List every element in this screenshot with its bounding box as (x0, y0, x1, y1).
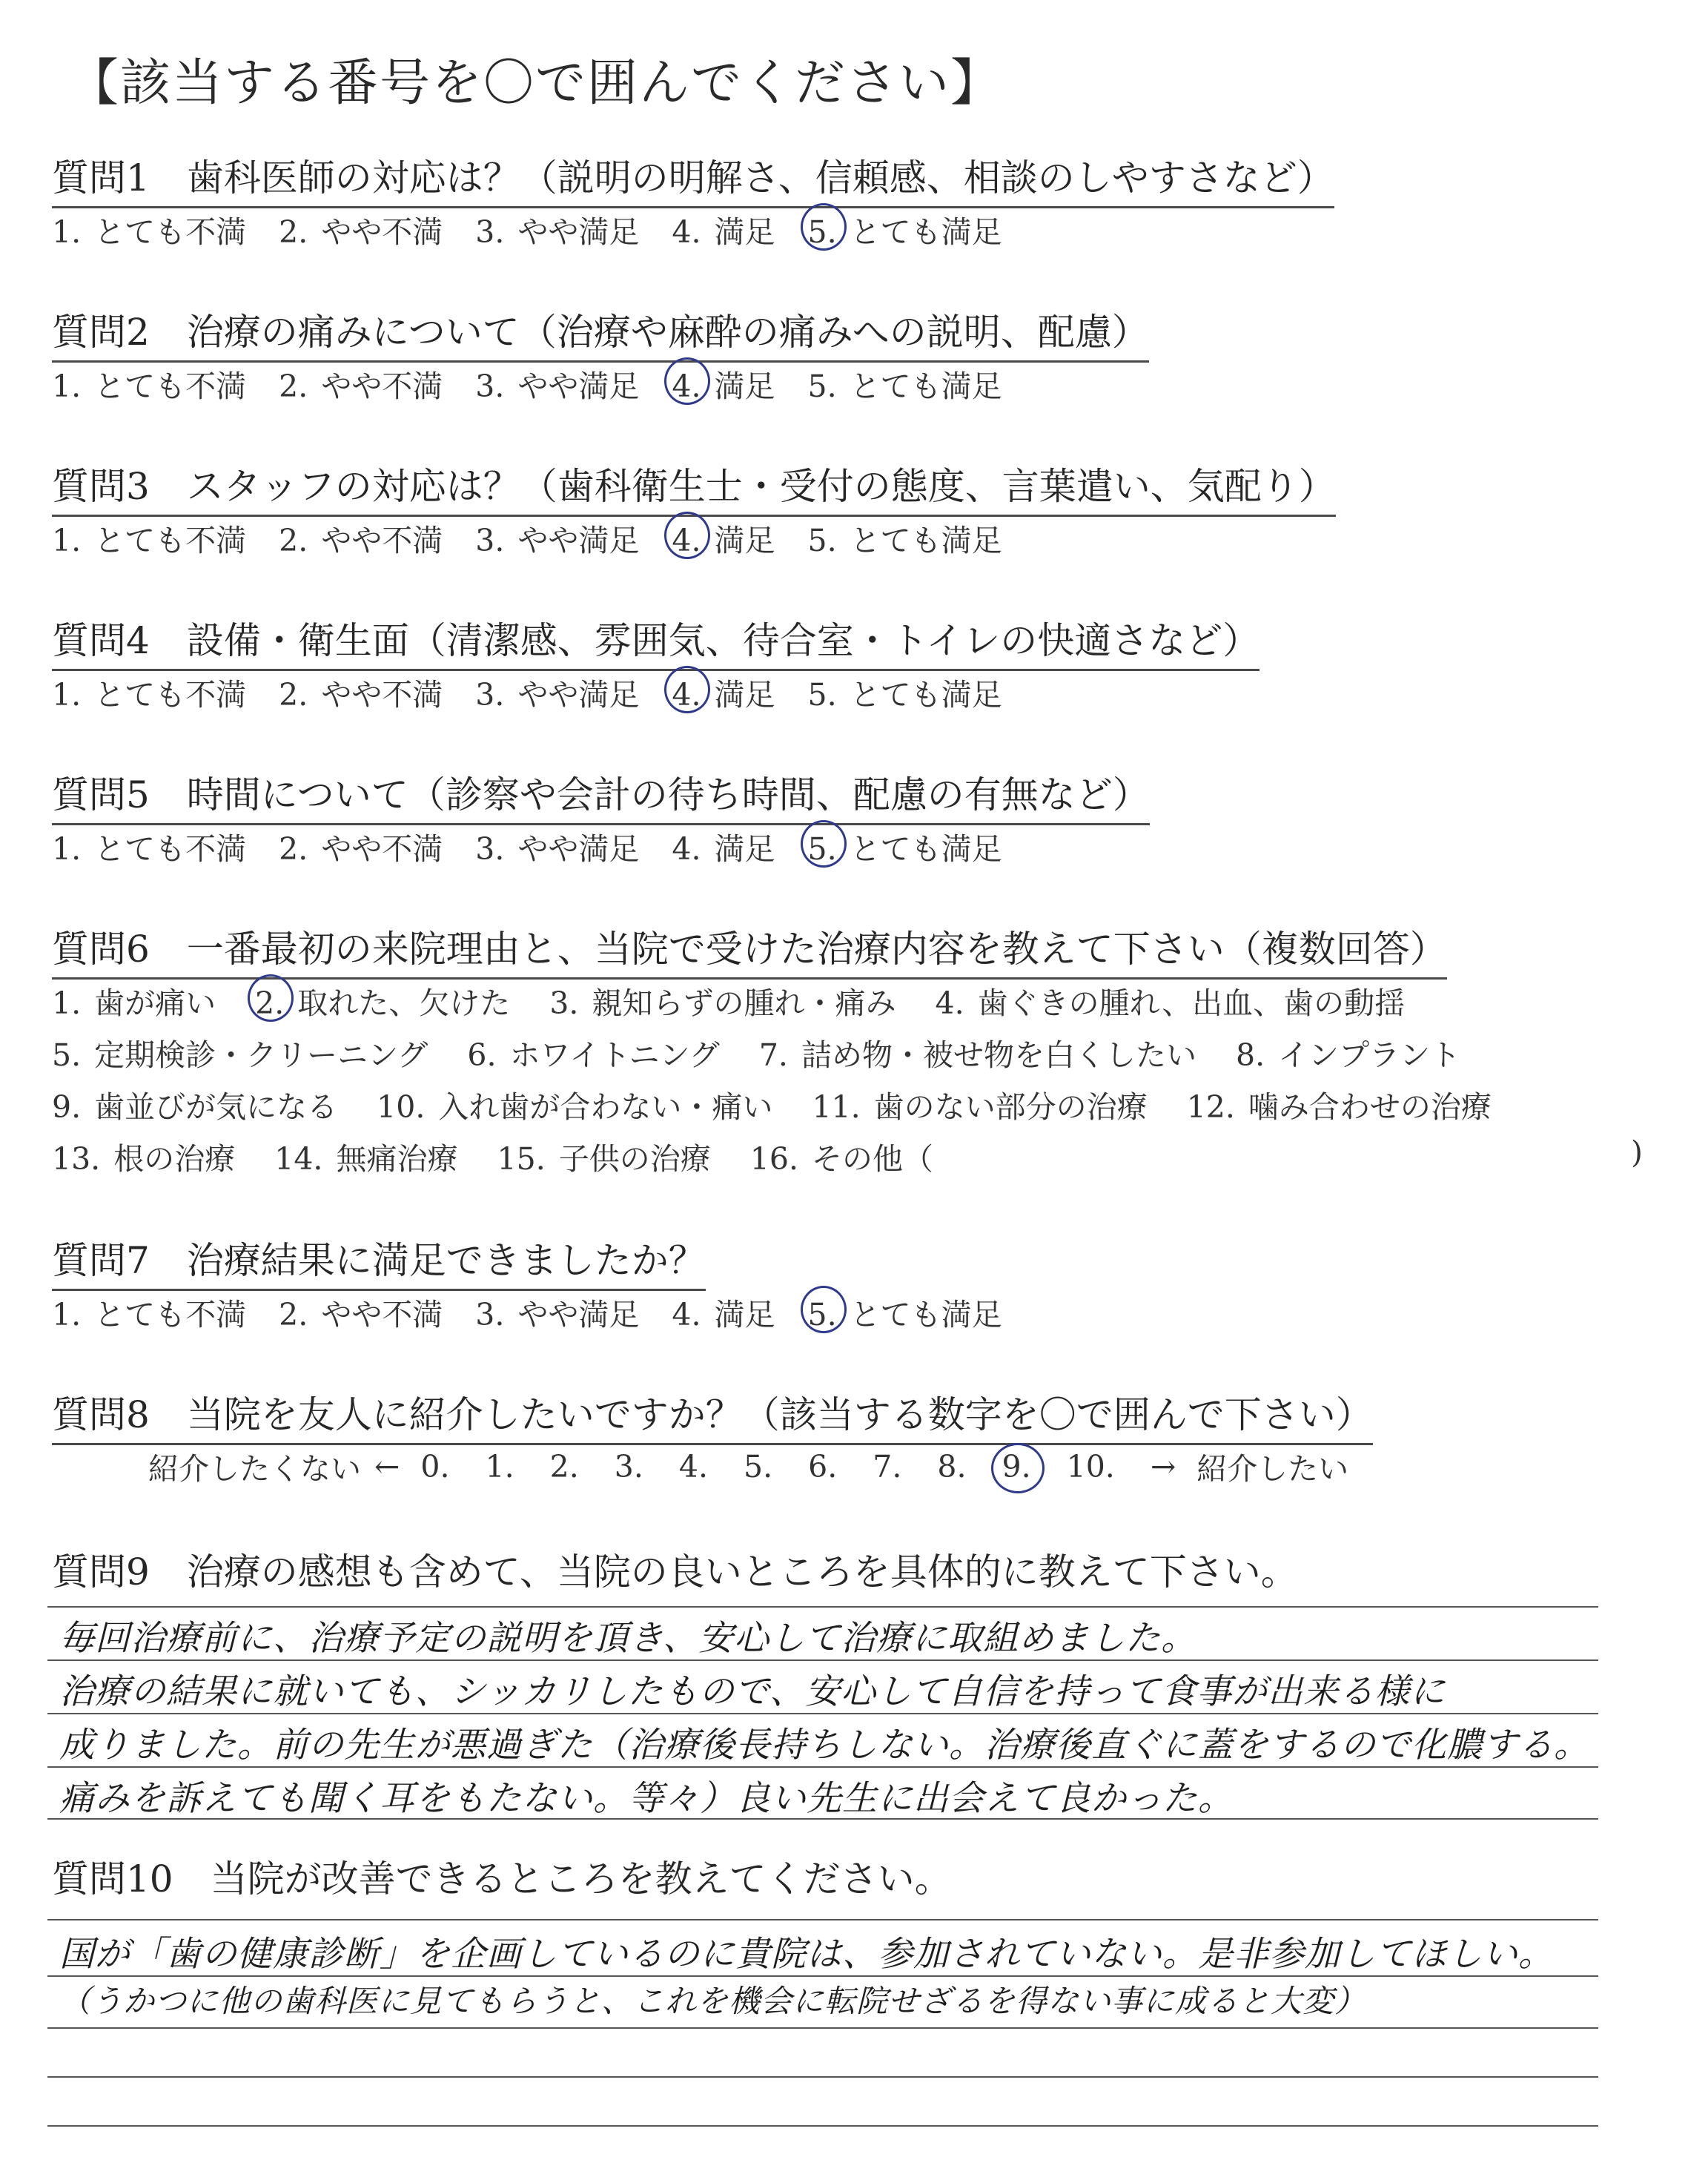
q5-option-4[interactable]: 4. 満足 (672, 831, 775, 867)
q6-row-3 (52, 1083, 1521, 1126)
answer-line (47, 2125, 1598, 2127)
q7-option-3[interactable]: 3. やや満足 (475, 1297, 640, 1332)
q6-option-6[interactable]: 6. ホワイトニング (467, 1037, 720, 1073)
q6-option-13[interactable]: 13. 根の治療 (52, 1141, 236, 1177)
form-title: 【該当する番号を〇で囲んでください】 (68, 54, 1003, 113)
question-6-title: 質問6 一番最初の来院理由と、当院で受けた治療内容を教えて下さい（複数回答） (52, 919, 1447, 980)
q5-option-3[interactable]: 3. やや満足 (475, 831, 640, 867)
q4-option-3[interactable]: 3. やや満足 (475, 677, 640, 713)
answer-line (47, 1606, 1598, 1608)
q4-option-4-circled[interactable]: 4. 満足 (672, 677, 775, 713)
question-7-options (52, 1290, 1035, 1334)
q3-option-2[interactable]: 2. やや不満 (279, 523, 443, 558)
q6-option-1[interactable]: 1. 歯が痛い (52, 985, 216, 1021)
q6-option-3[interactable]: 3. 親知らずの腫れ・痛み (549, 985, 896, 1021)
q6-option-15[interactable]: 15. 子供の治療 (497, 1141, 711, 1177)
q8-score-1[interactable]: 1. (485, 1448, 514, 1484)
q8-score-5[interactable]: 5. (743, 1448, 773, 1484)
q7-option-2[interactable]: 2. やや不満 (279, 1297, 443, 1332)
answer-line (47, 1766, 1598, 1768)
q10-answer-line-2: （うかつに他の歯科医に見てもらうと、これを機会に転院せざるを得ない事に成ると大変） (59, 1983, 1367, 2019)
q8-score-2[interactable]: 2. (549, 1448, 579, 1484)
q2-option-1[interactable]: 1. とても不満 (52, 369, 247, 404)
q8-score-7[interactable]: 7. (873, 1448, 902, 1484)
question-5-options (52, 825, 1035, 868)
q9-answer-line-4: 痛みを訴えても聞く耳をもたない。等々）良い先生に出会えて良かった。 (59, 1778, 1234, 1819)
answer-line (47, 2076, 1598, 2078)
q6-row-4 (52, 1135, 963, 1178)
q7-option-1[interactable]: 1. とても不満 (52, 1297, 247, 1332)
q3-option-1[interactable]: 1. とても不満 (52, 523, 247, 558)
q6-option-5[interactable]: 5. 定期検診・クリーニング (52, 1037, 428, 1073)
question-2-options (52, 362, 1035, 406)
answer-line (47, 1659, 1598, 1661)
q8-score-4[interactable]: 4. (678, 1448, 708, 1484)
q6-option-10[interactable]: 10. 入れ歯が合わない・痛い (377, 1089, 773, 1125)
answer-line (47, 1713, 1598, 1714)
q6-other-close-paren: ) (1631, 1135, 1643, 1170)
q8-score-9-circled[interactable]: 9. (1002, 1448, 1031, 1484)
q9-answer-line-1: 毎回治療前に、治療予定の説明を頂き、安心して治療に取組めました。 (59, 1618, 1197, 1659)
question-8-title: 質問8 当院を友人に紹介したいですか？（該当する数字を〇で囲んで下さい） (52, 1385, 1373, 1445)
q2-option-4-circled[interactable]: 4. 満足 (672, 369, 775, 404)
question-5-title: 質問5 時間について（診察や会計の待ち時間、配慮の有無など） (52, 765, 1150, 825)
q4-option-1[interactable]: 1. とても不満 (52, 677, 247, 713)
q1-option-2[interactable]: 2. やや不満 (279, 214, 443, 250)
question-7-title: 質問7 治療結果に満足できましたか？ (52, 1231, 706, 1291)
q8-score-8[interactable]: 8. (937, 1448, 967, 1484)
q6-option-9[interactable]: 9. 歯並びが気になる (52, 1089, 338, 1125)
q8-score-10[interactable]: 10. (1066, 1448, 1115, 1484)
q6-option-8[interactable]: 8. インプラント (1236, 1037, 1461, 1073)
q8-scale (148, 1444, 1362, 1488)
q9-answer-line-2: 治療の結果に就いても、シッカリしたもので、安心して自信を持って食事が出来る様に (59, 1671, 1446, 1712)
q2-option-2[interactable]: 2. やや不満 (279, 369, 443, 404)
left-arrow-icon: ← (374, 1448, 400, 1484)
question-4-title: 質問4 設備・衛生面（清潔感、雰囲気、待合室・トイレの快適さなど） (52, 611, 1260, 671)
question-3-title: 質問3 スタッフの対応は？（歯科衛生士・受付の態度、言葉遣い、気配り） (52, 457, 1336, 517)
q1-option-5-circled[interactable]: 5. とても満足 (807, 214, 1002, 250)
question-1-options (52, 208, 1035, 251)
q8-left-label: 紹介したくない (148, 1451, 361, 1487)
q8-score-6[interactable]: 6. (808, 1448, 838, 1484)
question-1-title: 質問1 歯科医師の対応は？（説明の明解さ、信頼感、相談のしやすさなど） (52, 148, 1334, 208)
q10-answer-line-1: 国が「歯の健康診断」を企画しているのに貴院は、参加されていない。是非参加してほしい。 (59, 1934, 1554, 1975)
question-9-title: 質問9 治療の感想も含めて、当院の良いところを具体的に教えて下さい。 (52, 1550, 1298, 1593)
q8-score-3[interactable]: 3. (614, 1448, 643, 1484)
q6-option-2-circled[interactable]: 2. 取れた、欠けた (255, 985, 511, 1021)
right-arrow-icon: → (1150, 1448, 1176, 1484)
q1-option-1[interactable]: 1. とても不満 (52, 214, 247, 250)
q5-option-1[interactable]: 1. とても不満 (52, 831, 247, 867)
q5-option-5-circled[interactable]: 5. とても満足 (807, 831, 1002, 867)
question-2-title: 質問2 治療の痛みについて（治療や麻酔の痛みへの説明、配慮） (52, 303, 1149, 363)
q3-option-5[interactable]: 5. とても満足 (807, 523, 1002, 558)
q7-option-4[interactable]: 4. 満足 (672, 1297, 775, 1332)
q1-option-3[interactable]: 3. やや満足 (475, 214, 640, 250)
q6-row-1 (52, 979, 1434, 1023)
q8-score-0[interactable]: 0. (420, 1448, 450, 1484)
q6-row-2 (52, 1031, 1490, 1074)
q3-option-3[interactable]: 3. やや満足 (475, 523, 640, 558)
q6-option-16[interactable]: 16. その他（ (749, 1141, 934, 1177)
q2-option-5[interactable]: 5. とても満足 (807, 369, 1002, 404)
q6-option-14[interactable]: 14. 無痛治療 (274, 1141, 458, 1177)
q6-option-4[interactable]: 4. 歯ぐきの腫れ、出血、歯の動揺 (935, 985, 1406, 1021)
q1-option-4[interactable]: 4. 満足 (672, 214, 775, 250)
answer-line (47, 1818, 1598, 1820)
answer-line (47, 2027, 1598, 2029)
q4-option-5[interactable]: 5. とても満足 (807, 677, 1002, 713)
q9-answer-line-3: 成りました。前の先生が悪過ぎた（治療後長持ちしない。治療後直ぐに蓋をするので化膿する。 (59, 1725, 1589, 1766)
q5-option-2[interactable]: 2. やや不満 (279, 831, 443, 867)
q6-option-7[interactable]: 7. 詰め物・被せ物を白くしたい (758, 1037, 1196, 1073)
question-10-title: 質問10 当院が改善できるところを教えてください。 (52, 1857, 952, 1900)
question-3-options (52, 516, 1035, 560)
q4-option-2[interactable]: 2. やや不満 (279, 677, 443, 713)
question-4-options (52, 670, 1035, 714)
q3-option-4-circled[interactable]: 4. 満足 (672, 523, 775, 558)
q2-option-3[interactable]: 3. やや満足 (475, 369, 640, 404)
q6-option-11[interactable]: 11. 歯のない部分の治療 (812, 1089, 1148, 1125)
answer-line (47, 1919, 1598, 1920)
q8-right-label: 紹介したい (1196, 1451, 1349, 1487)
q6-option-12[interactable]: 12. 噛み合わせの治療 (1186, 1089, 1492, 1125)
q7-option-5-circled[interactable]: 5. とても満足 (807, 1297, 1002, 1332)
